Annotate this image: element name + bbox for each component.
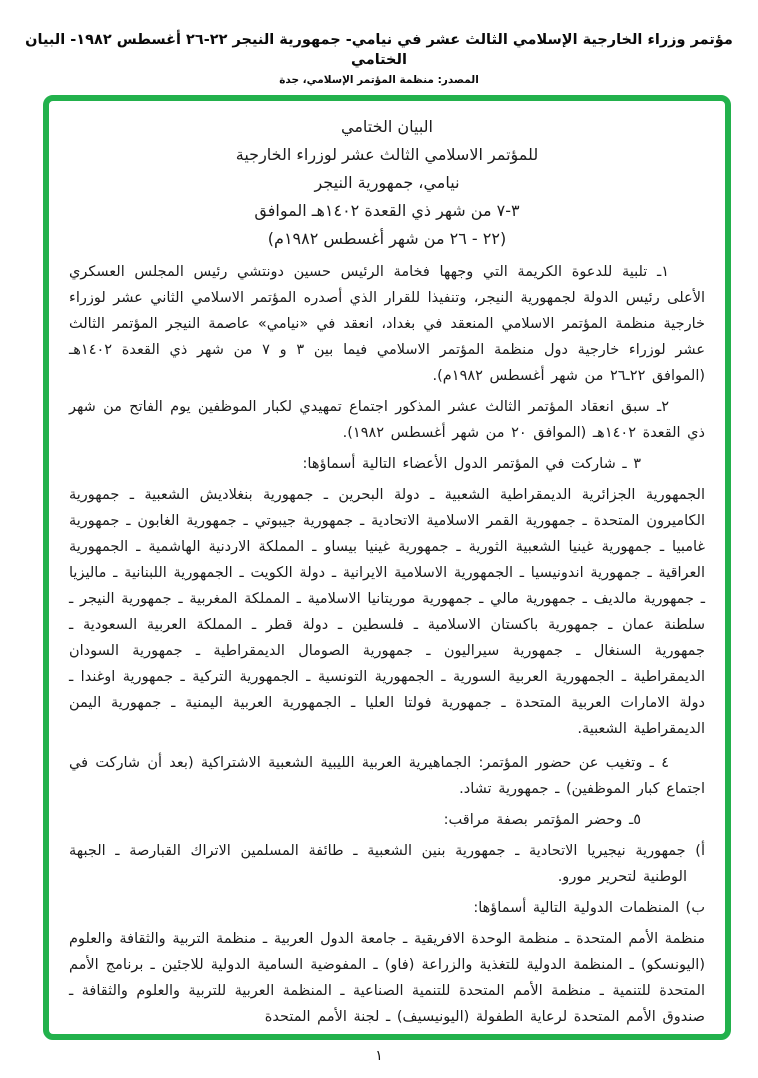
statement-title-line-4: ٣-٧ من شهر ذي القعدة ١٤٠٢هـ الموافق: [254, 201, 520, 220]
observers-list-a: أ) جمهورية نيجيريا الاتحادية ـ جمهورية بنين الشعبية ـ طائفة المسلمين الاتراك القبارصة ـ الجبهة الوطنية لتحرير مورو.: [69, 843, 705, 885]
organizations-list: منظمة الأمم المتحدة ـ منظمة الوحدة الافريقية ـ جامعة الدول العربية ـ منظمة التربية والثقافة والعلوم (اليونسكو) ـ المنظمة الدولية للتغذية والزراعة (فاو) ـ المفوضية السامية الدولية للاجئين ـ برنامج الأمم المتحدة للتنمية ـ منظمة الأمم المتحدة للتنمية الصناعية ـ المنظمة العربية للتربية والعلوم والثقافة ـ صندوق الأمم المتحدة لرعاية الطفولة (اليونيسيف) ـ لجنة الأمم المتحدة: [69, 931, 705, 1025]
statement-title-line-3: نيامي، جمهورية النيجر: [314, 173, 460, 192]
paragraph-1: ١ـ تلبية للدعوة الكريمة التي وجهها فخامة الرئيس حسين دونتشي رئيس المجلس العسكري الأعلى رئيس الدولة لجمهورية النيجر، وتنفيذا للقرار الذي أصدره المؤتمر الاسلامي الثاني عشر لوزراء خارجية منظمة المؤتمر الاسلامي المنعقد في بغداد، انعقد في «نيامي» عاصمة النيجر المؤتمر الثالث عشر لوزراء خارجية دول منظمة المؤتمر الاسلامي فيما بين ٣ و ٧ من شهر ذي القعدة ١٤٠٢هـ (الموافق ٢٢ـ٢٦ من شهر أغسطس ١٩٨٢م).: [69, 264, 705, 384]
statement-title-line-5: (٢٢ - ٢٦ من شهر أغسطس ١٩٨٢م): [267, 229, 507, 248]
observers-list-b-intro: ب) المنظمات الدولية التالية أسماؤها:: [473, 900, 705, 916]
paragraph-2: ٢ـ سبق انعقاد المؤتمر الثالث عشر المذكور اجتماع تمهيدي لكبار الموظفين يوم الفاتح من شهر ذي القعدة ١٤٠٢هـ (الموافق ٢٠ من شهر أغسطس ١٩٨٢).: [69, 399, 705, 441]
statement-title-line-2: للمؤتمر الاسلامي الثالث عشر لوزراء الخارجية: [235, 145, 539, 164]
document-frame: [43, 95, 731, 1040]
statement-title-line-1: البيان الختامي: [341, 117, 433, 136]
page-header-title: مؤتمر وزراء الخارجية الإسلامي الثالث عشر في نيامي- جمهورية النيجر ٢٢-٢٦ أغسطس ١٩٨٢- البيان الختامي: [25, 32, 733, 68]
member-states-list: الجمهورية الجزائرية الديمقراطية الشعبية ـ دولة البحرين ـ جمهورية بنغلاديش الشعبية ـ جمهورية الكاميرون المتحدة ـ جمهورية القمر الاسلامية الاتحادية ـ جمهورية جيبوتي ـ جمهورية الغابون ـ جمهورية غامبيا ـ جمهورية غينيا الشعبية الثورية ـ جمهورية غينيا بيساو ـ المملكة الاردنية الهاشمية ـ الجمهورية العراقية ـ جمهورية اندونيسيا ـ الجمهورية الاسلامية الايرانية ـ دولة الكويت ـ الجمهورية اللبنانية ـ ماليزيا ـ جمهورية مالديف ـ جمهورية مالي ـ جمهورية موريتانيا الاسلامية ـ المملكة المغربية ـ جمهورية النيجر ـ سلطنة عمان ـ جمهورية باكستان الاسلامية ـ فلسطين ـ دولة قطر ـ المملكة العربية السعودية ـ جمهورية السنغال ـ جمهورية سيراليون ـ جمهورية الصومال الديمقراطية ـ جمهورية السودان الديمقراطية ـ الجمهورية العربية السورية ـ الجمهورية التونسية ـ الجمهورية التركية ـ جمهورية اوغندا ـ دولة الامارات العربية المتحدة ـ جمهورية فولتا العليا ـ الجمهورية العربية اليمنية ـ جمهورية اليمن الديمقراطية الشعبية.: [69, 487, 705, 737]
paragraph-3-intro: ٣ ـ شاركت في المؤتمر الدول الأعضاء التالية أسماؤها:: [302, 456, 641, 472]
paragraph-4: ٤ ـ وتغيب عن حضور المؤتمر: الجماهيرية العربية الليبية الشعبية الاشتراكية (بعد أن شاركت في اجتماع كبار الموظفين) ـ جمهورية تشاد.: [69, 755, 705, 797]
paragraph-5-intro: ٥ـ وحضر المؤتمر بصفة مراقب:: [443, 812, 641, 828]
page-number: ١: [375, 1048, 383, 1064]
statement-title-block: [69, 113, 705, 253]
page-header-source: المصدر: منظمة المؤتمر الإسلامي، جدة: [279, 74, 479, 86]
